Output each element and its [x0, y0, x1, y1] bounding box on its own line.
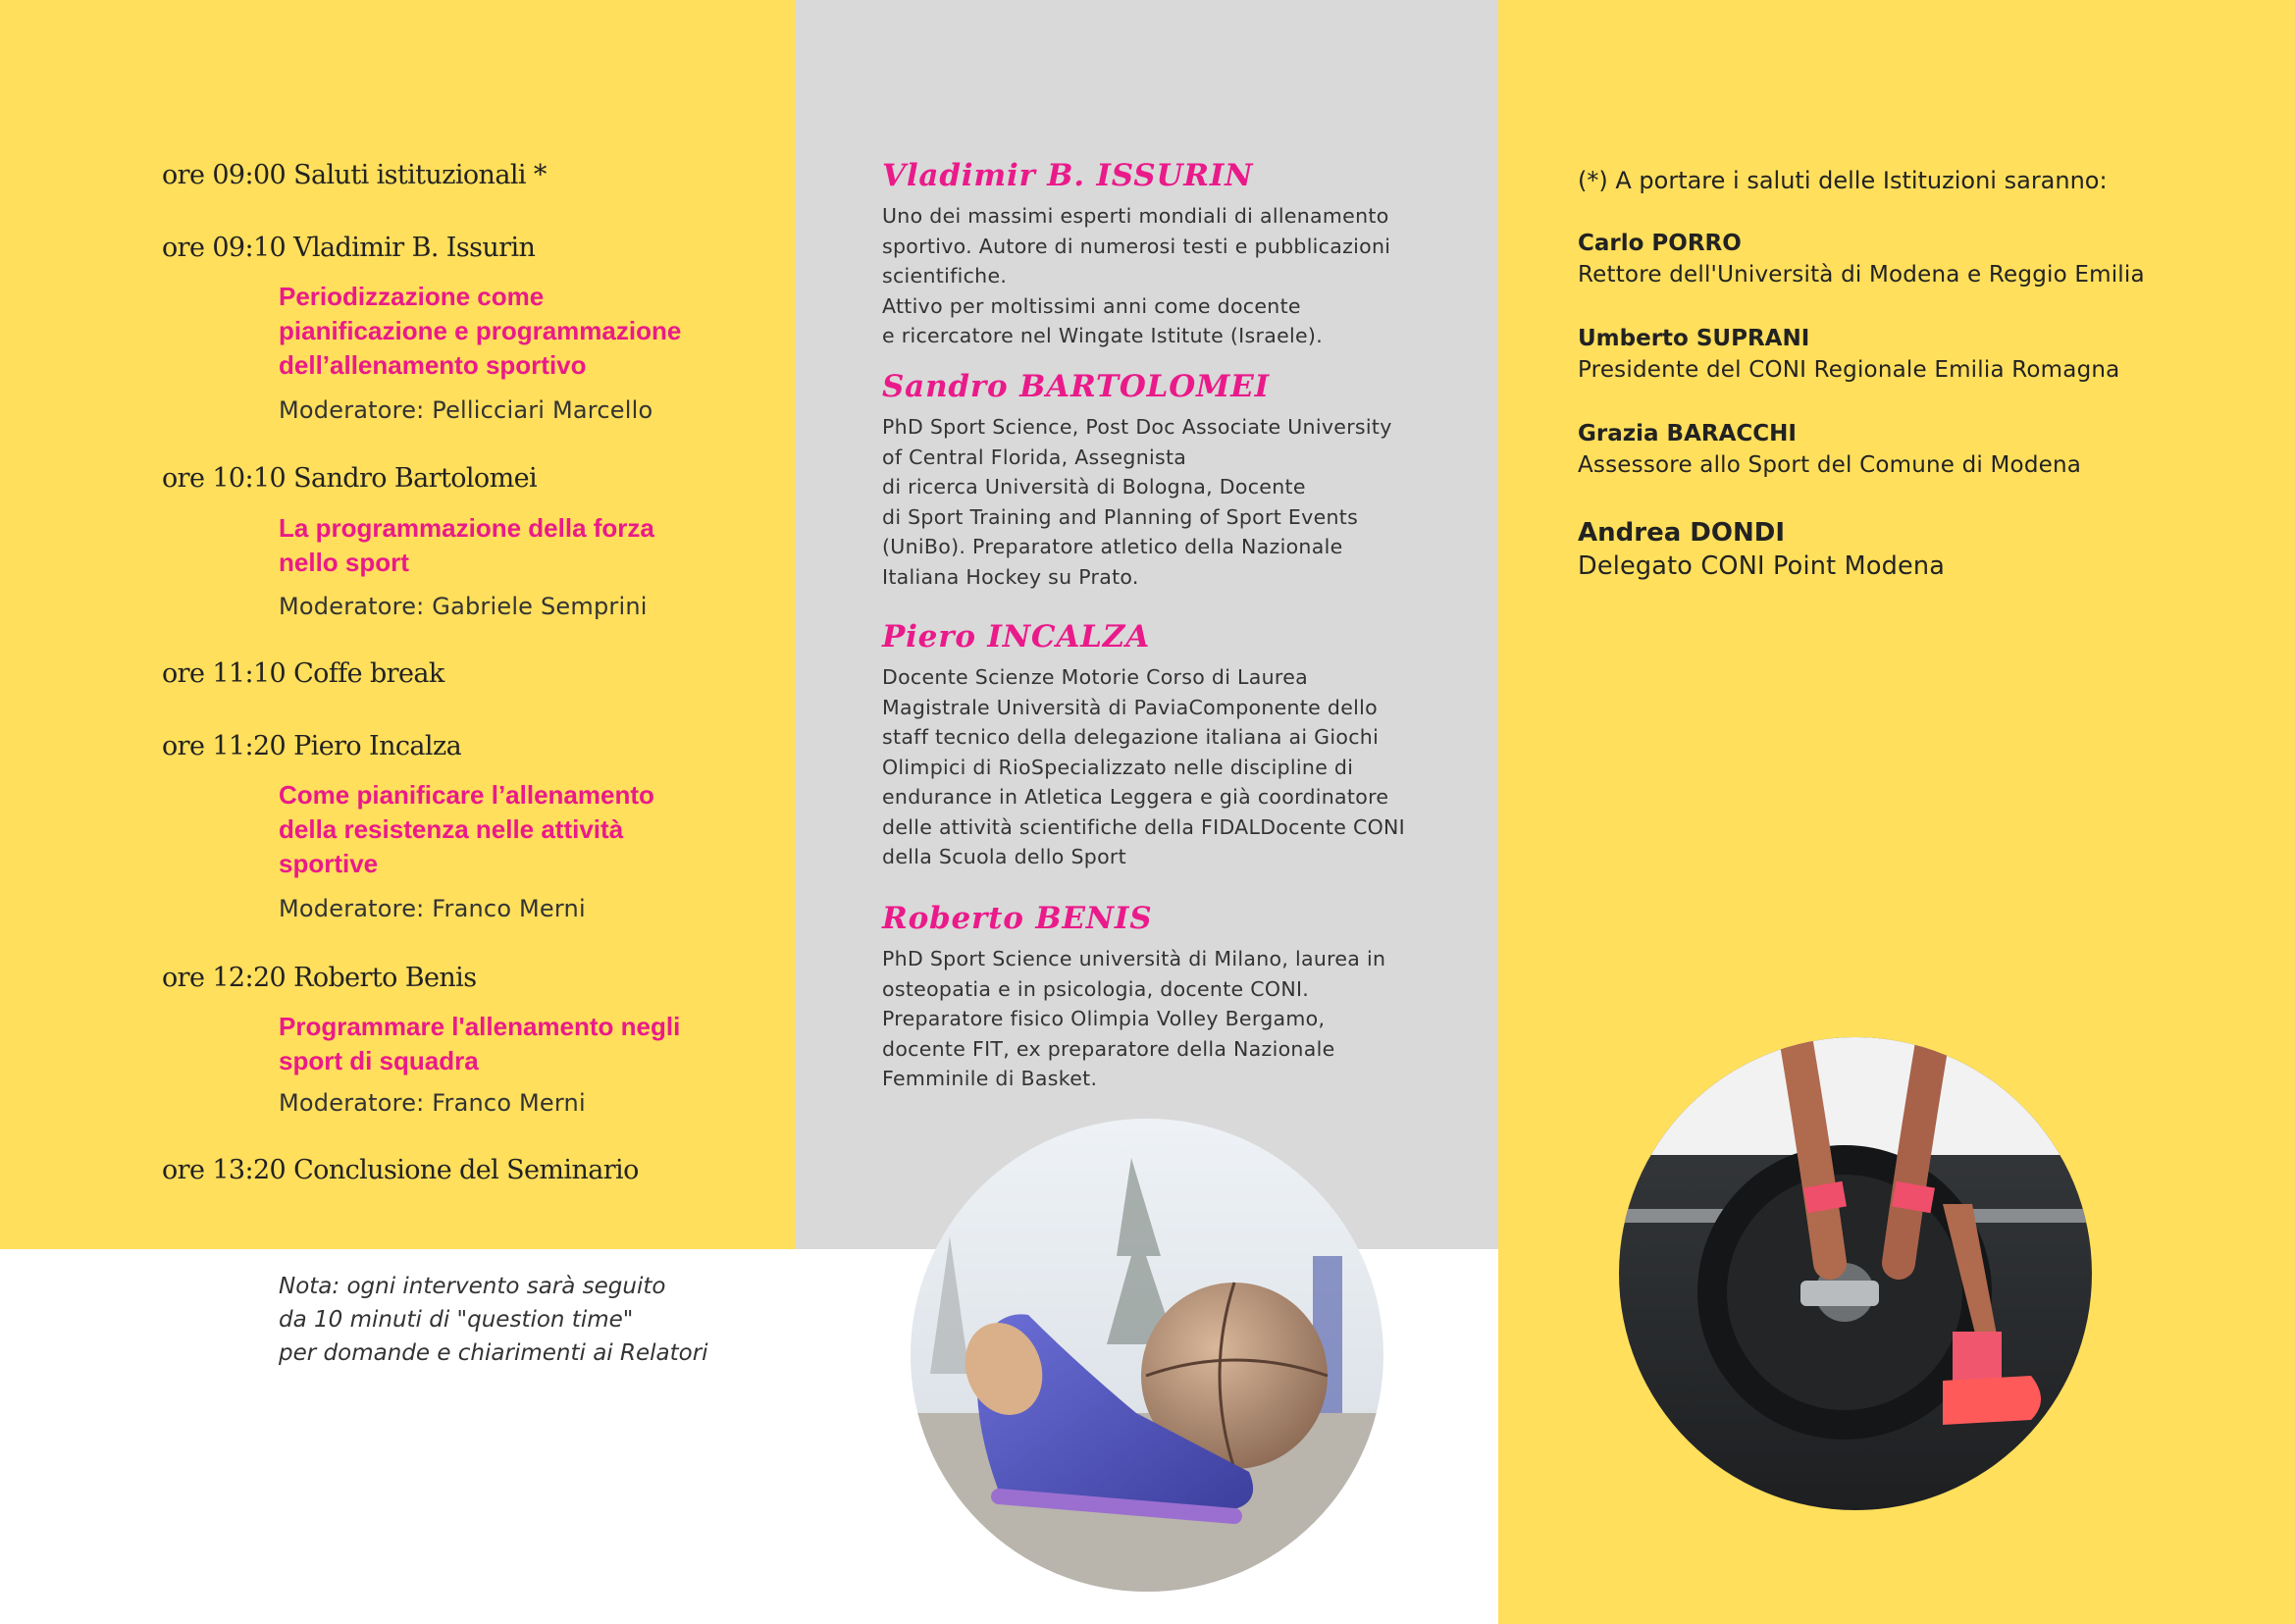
bio-line: of Central Florida, Assegnista [882, 445, 1187, 469]
bio-line: Uno dei massimi esperti mondiali di allenamento [882, 204, 1389, 228]
bio-text-bartolomei [882, 412, 1392, 592]
institution-role-baracchi: Assessore allo Sport del Comune di Modena [1578, 452, 2082, 478]
basketball-shoe-illustration [911, 1119, 1383, 1592]
bio-line: endurance in Atletica Leggera e già coordinatore [882, 785, 1389, 809]
bio-name-incalza: Piero INCALZA [882, 619, 1151, 655]
bio-line: e ricercatore nel Wingate Istitute (Israele). [882, 324, 1324, 347]
slot-benis: ore 12:20 Roberto Benis [162, 963, 477, 993]
bio-name-issurin: Vladimir B. ISSURIN [882, 158, 1254, 193]
talk-title-bartolomei: La programmazione della forza nello sport [279, 513, 654, 577]
bio-name-bartolomei: Sandro BARTOLOMEI [882, 369, 1270, 404]
institution-name-porro: Carlo PORRO [1578, 231, 1742, 256]
note-line: Nota: ogni intervento sarà seguito [279, 1274, 666, 1299]
note-line: da 10 minuti di "question time" [279, 1307, 634, 1333]
weightlifting-illustration [1619, 1037, 2092, 1510]
talk-title-issurin: Periodizzazione come pianificazione e programmazione dell’allenamento sportivo [279, 282, 682, 380]
bio-line: docente FIT, ex preparatore della Nazionale [882, 1036, 1335, 1061]
bio-line: Olimpici di RioSpecializzato nelle discipline di [882, 755, 1354, 779]
institution-name-suprani: Umberto SUPRANI [1578, 326, 1810, 351]
bio-line: Femminile di Basket. [882, 1067, 1098, 1090]
talk-title-benis: Programmare l'allenamento negli sport di squadra [279, 1012, 681, 1075]
institution-role-porro: Rettore dell'Università di Modena e Reggio Emilia [1578, 262, 2145, 288]
moderator-benis: Moderatore: Franco Merni [279, 1089, 586, 1117]
basketball-shoe-photo [911, 1119, 1383, 1592]
institution-role-suprani: Presidente del CONI Regionale Emilia Romagna [1578, 357, 2120, 383]
bio-line: (UniBo). Preparatore atletico della Nazionale [882, 535, 1343, 558]
slot-closing: ore 13:20 Conclusione del Seminario [162, 1155, 639, 1185]
bio-text-incalza [882, 662, 1405, 872]
slot-coffee-break: ore 11:10 Coffe break [162, 658, 444, 689]
bio-text-benis [882, 944, 1385, 1094]
bio-line: PhD Sport Science università di Milano, laurea in [882, 947, 1386, 970]
institution-name-baracchi: Grazia BARACCHI [1578, 421, 1797, 446]
note-line: per domande e chiarimenti ai Relatori [279, 1340, 708, 1366]
institution-role-dondi: Delegato CONI Point Modena [1578, 551, 1946, 581]
bio-line: scientifiche. [882, 264, 1008, 288]
moderator-bartolomei: Moderatore: Gabriele Semprini [279, 593, 648, 620]
bio-line: di ricerca Università di Bologna, Docente [882, 475, 1306, 498]
slot-opening: ore 09:00 Saluti istituzionali * [162, 160, 547, 190]
bio-line: staff tecnico della delegazione italiana ai Giochi [882, 725, 1380, 749]
bio-line: Italiana Hockey su Prato. [882, 564, 1139, 589]
bio-text-issurin [882, 201, 1390, 351]
moderator-issurin: Moderatore: Pellicciari Marcello [279, 396, 653, 424]
bio-line: osteopatia e in psicologia, docente CONI. [882, 976, 1310, 1001]
bio-line: di Sport Training and Planning of Sport Events [882, 504, 1359, 529]
question-time-note [279, 1270, 708, 1370]
bio-line: delle attività scientifiche della FIDALDocente CONI [882, 814, 1406, 839]
weightlifting-photo [1619, 1037, 2092, 1510]
slot-issurin: ore 09:10 Vladimir B. Issurin [162, 233, 536, 263]
bio-line: PhD Sport Science, Post Doc Associate University [882, 415, 1392, 439]
bio-line: Magistrale Università di PaviaComponente dello [882, 695, 1378, 719]
bio-line: della Scuola dello Sport [882, 845, 1126, 868]
slot-bartolomei: ore 10:10 Sandro Bartolomei [162, 463, 537, 494]
bio-line: Docente Scienze Motorie Corso di Laurea [882, 665, 1308, 689]
bio-name-benis: Roberto BENIS [882, 901, 1153, 936]
bio-line: Preparatore fisico Olimpia Volley Bergamo, [882, 1007, 1326, 1030]
institution-name-dondi: Andrea DONDI [1578, 518, 1785, 548]
bio-line: sportivo. Autore di numerosi testi e pubblicazioni [882, 234, 1391, 258]
slot-incalza: ore 11:20 Piero Incalza [162, 731, 462, 761]
talk-title-incalza: Come pianificare l’allenamento della resistenza nelle attività sportive [279, 780, 654, 878]
bio-line: Attivo per moltissimi anni come docente [882, 293, 1301, 318]
institutions-intro: (*) A portare i saluti delle Istituzioni saranno: [1578, 167, 2108, 194]
moderator-incalza: Moderatore: Franco Merni [279, 895, 586, 922]
